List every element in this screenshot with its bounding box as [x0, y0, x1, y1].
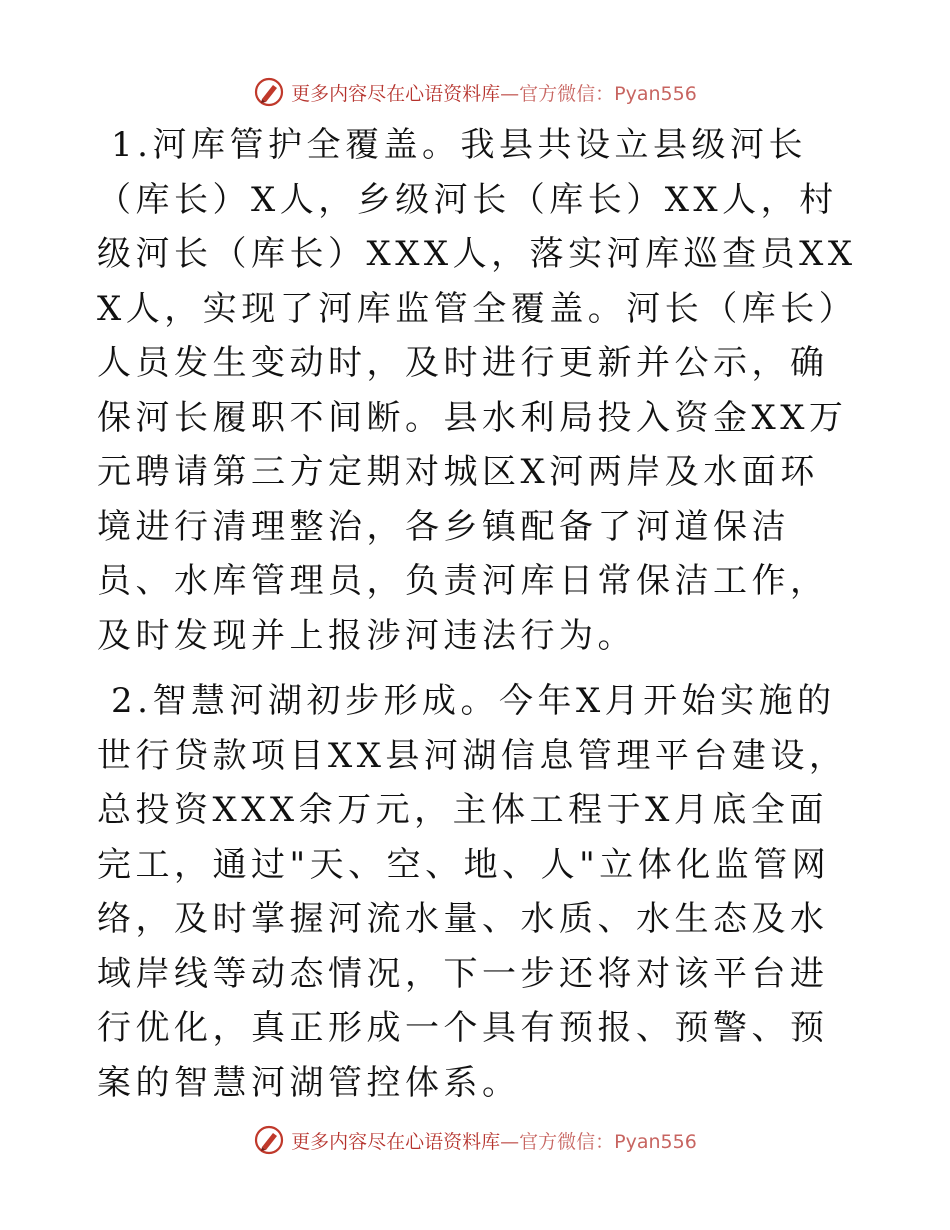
document-body	[97, 118, 857, 1110]
paragraph-2: 2.智慧河湖初步形成。今年X月开始实施的世行贷款项目XX县河湖信息管理平台建设，总投资XXX余万元，主体工程于X月底全面完工，通过"天、空、地、人"立体化监管网络，及时掌握河流水量、水质、水生态及水域岸线等动态情况，下一步还将对该平台进行优化，真正形成一个具有预报、预警、预案的智慧河湖管控体系。	[97, 681, 848, 1103]
pen-logo-icon	[253, 1124, 285, 1156]
watermark-main-text: 更多内容尽在心语资料库	[291, 82, 501, 105]
pen-logo-icon	[253, 76, 285, 108]
watermark-text	[291, 79, 697, 106]
watermark-text	[291, 1127, 697, 1154]
header-watermark	[0, 72, 950, 112]
watermark-main-text: 更多内容尽在心语资料库	[291, 1130, 501, 1153]
watermark-contact-text: —官方微信：Pyan556	[500, 82, 697, 105]
footer-watermark	[0, 1120, 950, 1160]
watermark-contact-text: —官方微信：Pyan556	[500, 1130, 697, 1153]
paragraph-1: 1.河库管护全覆盖。我县共设立县级河长（库长）X人，乡级河长（库长）XX人，村级河长（库长）XXX人，落实河库巡查员XXX人，实现了河库监管全覆盖。河长（库长）人员发生变动时，及时进行更新并公示，确保河长履职不间断。县水利局投入资金XX万元聘请第三方定期对城区X河两岸及水面环境进行清理整治，各乡镇配备了河道保洁员、水库管理员，负责河库日常保洁工作，及时发现并上报涉河违法行为。	[97, 125, 857, 656]
